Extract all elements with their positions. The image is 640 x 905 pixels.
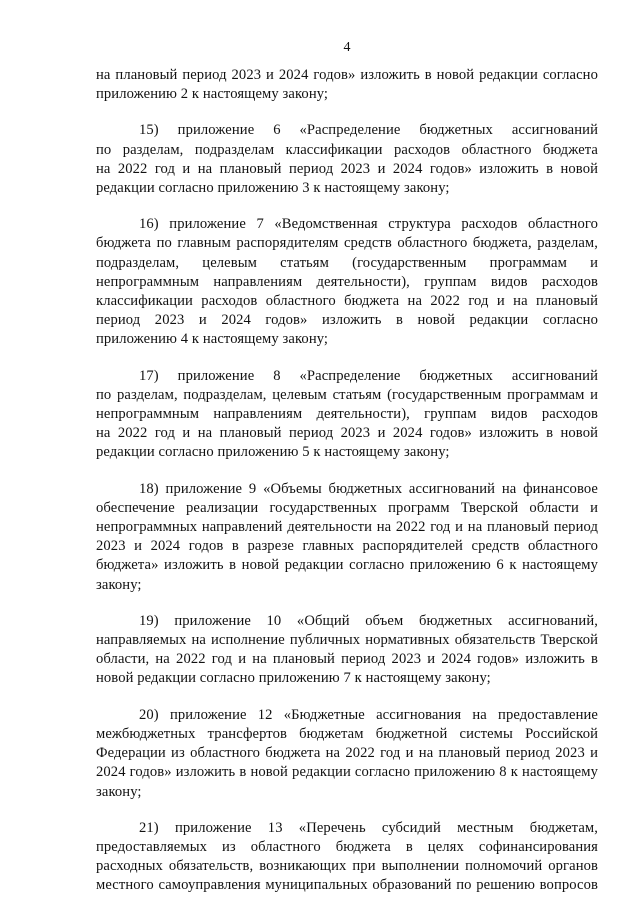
text-line: новой редакции согласно приложению 7 к настоящему закону; — [96, 670, 491, 687]
text-line: предоставляемых из областного бюджета в целях софинансирования — [96, 838, 598, 855]
text-line: области, на 2022 год и на плановый период 2023 и 2024 годов» изложить в — [96, 651, 598, 668]
paragraph-1 — [96, 66, 598, 104]
document-body — [96, 66, 598, 896]
text-line: на плановый период 2023 и 2024 годов» изложить в новой редакции согласно — [96, 67, 598, 83]
text-line: период 2023 и 2024 годов» изложить в новой редакции согласно — [96, 312, 598, 329]
text-line: местного самоуправления муниципальных образований по решению вопросов — [96, 877, 598, 894]
text-line: редакции согласно приложению 5 к настоящему закону; — [96, 444, 450, 461]
text-line: 20) приложение 12 «Бюджетные ассигнования на предоставление — [139, 706, 598, 723]
text-line: на 2022 год и на плановый период 2023 и 2024 годов» изложить в новой — [96, 160, 598, 177]
text-line: 19) приложение 10 «Общий объем бюджетных ассигнований, — [139, 612, 598, 629]
text-line: 2023 и 2024 годов в разрезе главных распорядителей средств областного — [96, 538, 598, 555]
text-line: приложению 2 к настоящему закону; — [96, 86, 329, 103]
text-line: закону; — [96, 576, 142, 593]
text-line: расходных обязательств, возникающих при выполнении полномочий органов — [96, 858, 598, 875]
paragraph-6 — [96, 612, 598, 689]
text-line: на 2022 год и на плановый период 2023 и 2024 годов» изложить в новой — [96, 425, 598, 442]
text-line: непрограммным направлениям деятельности), группам видов расходов — [96, 406, 598, 423]
text-line: классификации расходов областного бюджета на 2022 год и на плановый — [96, 293, 598, 310]
paragraph-5 — [96, 480, 598, 595]
paragraph-7 — [96, 706, 598, 802]
paragraph-8 — [96, 819, 598, 896]
text-line: 2024 годов» изложить в новой редакции согласно приложению 8 к настоящему — [96, 764, 598, 781]
text-line: бюджета» изложить в новой редакции согласно приложению 6 к настоящему — [96, 557, 598, 574]
paragraph-3 — [96, 215, 598, 349]
paragraph-4 — [96, 367, 598, 463]
text-line: Федерации из областного бюджета на 2022 год и на плановый период 2023 и — [96, 745, 598, 762]
text-line: непрограммных направлений деятельности на 2022 год и на плановый период — [96, 519, 598, 536]
text-line: закону; — [96, 783, 142, 800]
text-line: по разделам, подразделам, целевым статьям (государственным программам и — [96, 386, 598, 403]
text-line: бюджета по главным распорядителям средств областного бюджета, разделам, — [96, 235, 598, 252]
text-line: 21) приложение 13 «Перечень субсидий местным бюджетам, — [139, 819, 598, 836]
text-line: обеспечение реализации государственных программ Тверской области и — [96, 499, 598, 516]
text-line: 17) приложение 8 «Распределение бюджетных ассигнований — [139, 367, 598, 384]
text-line: 18) приложение 9 «Объемы бюджетных ассигнований на финансовое — [139, 480, 598, 497]
text-line: межбюджетных трансфертов бюджетам бюджетной системы Российской — [96, 725, 598, 742]
text-line: подразделам, целевым статьям (государственным программам и — [96, 254, 598, 271]
text-line: 15) приложение 6 «Распределение бюджетных ассигнований — [139, 122, 598, 139]
text-line: направляемых на исполнение публичных нормативных обязательств Тверской — [96, 632, 598, 649]
text-line: 16) приложение 7 «Ведомственная структура расходов областного — [139, 216, 598, 233]
paragraph-2 — [96, 121, 598, 198]
text-line: непрограммным направлениям деятельности), группам видов расходов — [96, 273, 598, 290]
page-number: 4 — [343, 40, 351, 55]
text-line: редакции согласно приложению 3 к настоящему закону; — [96, 180, 450, 197]
text-line: по разделам, подразделам классификации расходов областного бюджета — [96, 141, 598, 158]
text-line: приложению 4 к настоящему закону; — [96, 331, 329, 348]
